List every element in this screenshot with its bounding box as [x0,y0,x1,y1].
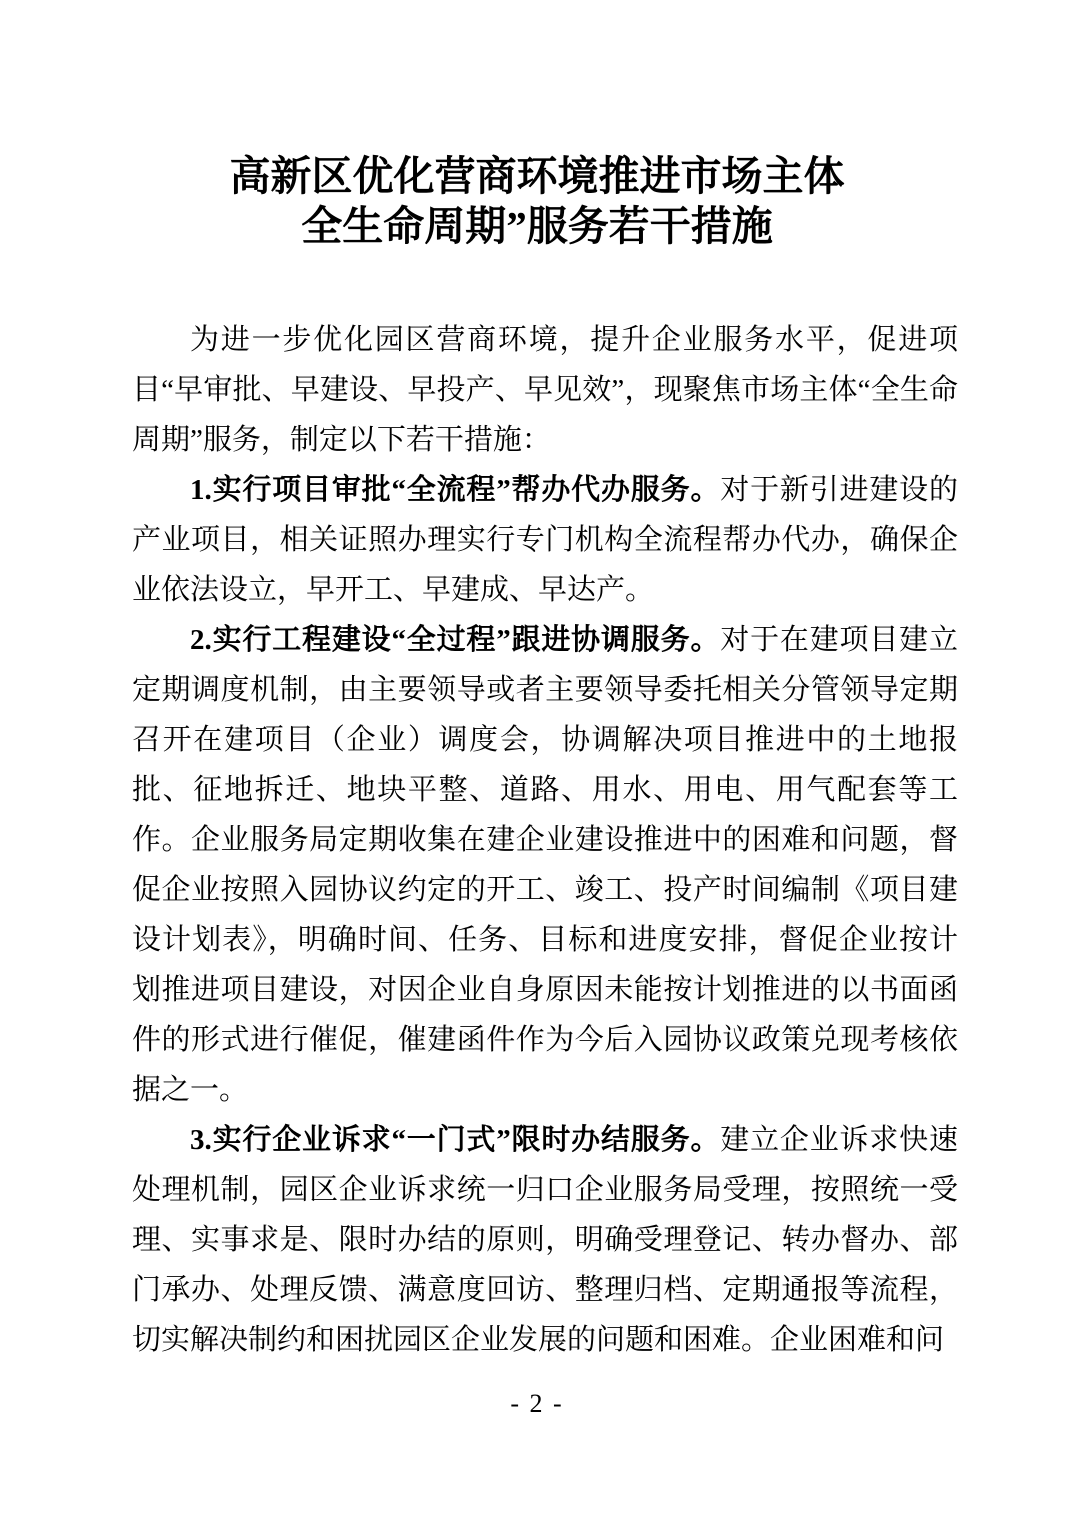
measure-3-text: 建立企业诉求快速处理机制，园区企业诉求统一归口企业服务局受理，按照统一受理、实事求是、限时办结的原则，明确受理登记、转办督办、部门承办、处理反馈、满意度回访、整理归档、定期通报等流程，切实解决制约和困扰园区企业发展的问题和困难。企业困难和问 [132,1124,958,1356]
document-title [0,151,1074,251]
intro-paragraph-text: 为进一步优化园区营商环境，提升企业服务水平，促进项目“早审批、早建设、早投产、早见效”，现聚焦市场主体“全生命周期”服务，制定以下若干措施： [132,324,958,456]
measure-3-heading: 3.实行企业诉求“一门式”限时办结服务。 [190,1124,721,1156]
title-line-1: 高新区优化营商环境推进市场主体 [229,153,845,199]
measure-3-paragraph [132,1115,958,1365]
page-number: - 2 - [510,1389,564,1418]
document-body [132,315,958,1365]
measure-2-text: 对于在建项目建立定期调度机制，由主要领导或者主要领导委托相关分管领导定期召开在建项目（企业）调度会，协调解决项目推进中的土地报批、征地拆迁、地块平整、道路、用水、用电、用气配套等工作。企业服务局定期收集在建企业建设推进中的困难和问题，督促企业按照入园协议约定的开工、竣工、投产时间编制《项目建设计划表》，明确时间、任务、目标和进度安排，督促企业按计划推进项目建设，对因企业自身原因未能按计划推进的以书面函件的形式进行催促，催建函件作为今后入园协议政策兑现考核依据之一。 [132,624,958,1106]
intro-paragraph [132,315,958,465]
measure-2-heading: 2.实行工程建设“全过程”跟进协调服务。 [190,624,721,656]
measure-1-paragraph [132,465,958,615]
measure-1-text: 对于新引进建设的产业项目，相关证照办理实行专门机构全流程帮办代办，确保企业依法设立，早开工、早建成、早达产。 [132,474,958,606]
measure-1-heading: 1.实行项目审批“全流程”帮办代办服务。 [190,474,721,506]
measure-2-paragraph [132,615,958,1115]
title-line-2: 全生命周期”服务若干措施 [301,203,773,249]
